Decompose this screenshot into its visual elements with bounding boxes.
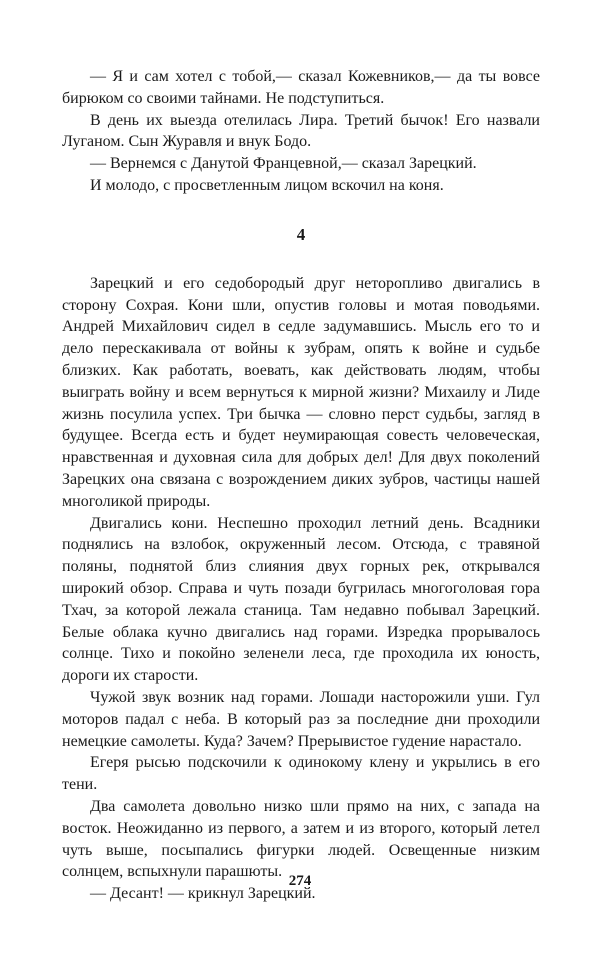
page-number: 274 (288, 873, 312, 889)
paragraph: В день их выезда отелилась Лира. Третий бычок! Его назвали Луганом. Сын Журавля и внук Бодо. (62, 111, 540, 151)
paragraph: Двигались кони. Неспешно проходил летний день. Всадники поднялись на взлобок, окруженный лесом. Отсюда, с травяной поляны, поднятой близ слияния двух горных рек, открывался широкий обзор. Справа и чуть позади бугрилась многоголовая гора Тхач, за которой лежала станица. Там недавно побывал Зарецкий. Белые облака кучно двигались над горами. Изредка прорывалось солнце. Тихо и покойно зеленели леса, где проходила их юность, дороги их старости. (62, 514, 540, 685)
book-page (62, 66, 540, 905)
paragraph: Чужой звук возник над горами. Лошади насторожили уши. Гул моторов падал с неба. В который раз за последние дни проходили немецкие самолеты. Куда? Зачем? Прерывистое гудение нарастало. (62, 688, 540, 750)
paragraph: Два самолета довольно низко шли прямо на них, с запада на восток. Неожиданно из первого, а затем и из второго, который летел чуть выше, посыпались фигурки людей. Освещенные низким солнцем, вспыхнули парашюты. (62, 797, 540, 881)
paragraph: И молодо, с просветленным лицом вскочил на коня. (90, 176, 444, 194)
chapter-number: 4 (296, 224, 306, 244)
paragraph: Зарецкий и его седобородый друг неторопливо двигались в сторону Сохрая. Кони шли, опустив головы и мотая поводьями. Андрей Михайлович сидел в седле задумавшись. Мысль его то и дело перескакивала от войны к зубрам, опять к войне и судьбе близких. Как работать, воевать, как действовать людям, чтобы выиграть войну и всем вернуться к мирной жизни? Михаилу и Лиде жизнь посулила успех. Три бычка — словно перст судьбы, загляд в будущее. Всегда есть и будет неумирающая совесть человеческая, нравственная и духовная сила для добрых дел! Для двух поколений Зарецких она связана с возрождением диких зубров, частицы нашей многоликой природы. (62, 274, 540, 510)
paragraph: — Я и сам хотел с тобой,— сказал Кожевников,— да ты вовсе бирюком со своими тайнами. Не подступиться. (62, 68, 540, 107)
paragraph: — Десант! — крикнул Зарецкий. (90, 885, 316, 903)
paragraph: Егеря рысью подскочили к одинокому клену и укрылись в его тени. (62, 754, 540, 794)
paragraph: — Вернемся с Данутой Францевной,— сказал Зарецкий. (90, 155, 477, 173)
